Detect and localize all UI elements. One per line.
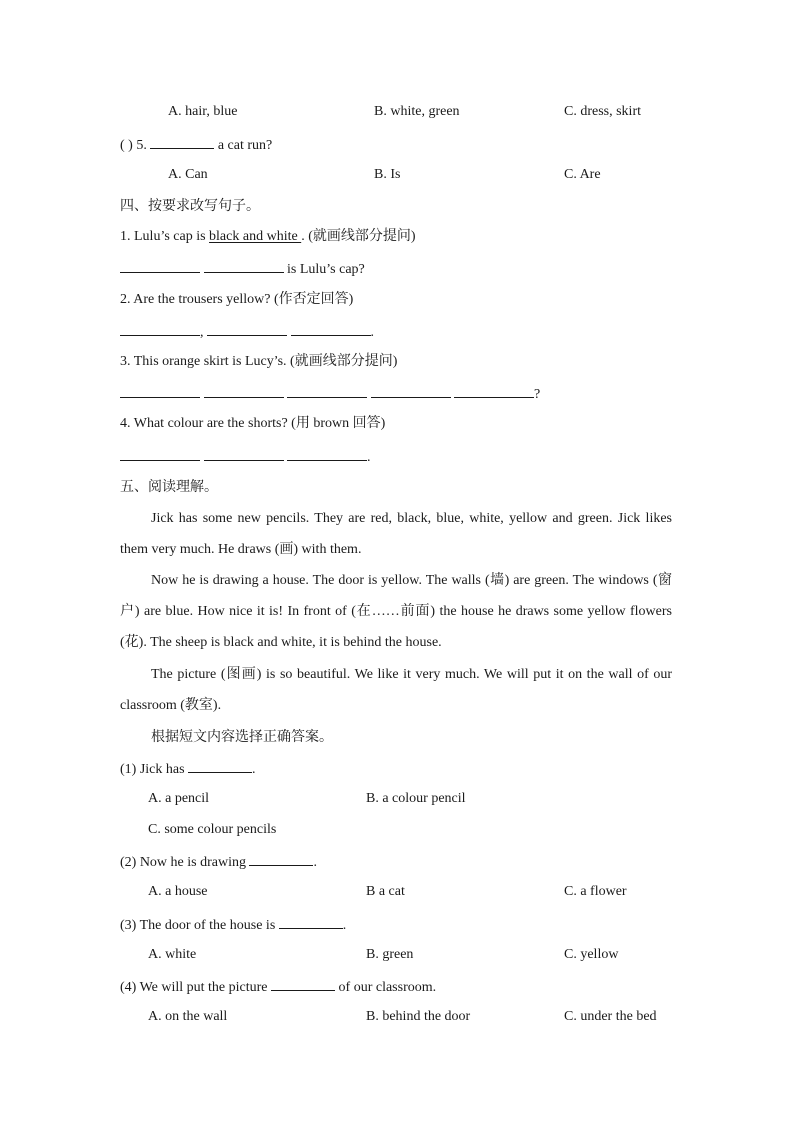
s4-sentence-1 <box>120 227 416 247</box>
q1-option-a: A. a pencil <box>148 791 210 806</box>
q4-reading-option-a: A. on the wall <box>148 1009 228 1024</box>
answer-blank[interactable] <box>120 383 200 398</box>
q5-option-b: B. Is <box>374 167 401 182</box>
q5-blank[interactable] <box>150 134 214 149</box>
answer-blank[interactable] <box>207 321 287 336</box>
q4-reading-option-c: C. under the bed <box>564 1009 657 1024</box>
period: . <box>370 325 374 340</box>
s1-pre: 1. Lulu’s cap is <box>120 229 210 244</box>
q5-text: a cat run? <box>214 138 273 153</box>
q4-option-b: B. white, green <box>374 104 460 119</box>
q3-option-b: B. green <box>366 947 414 962</box>
s4-answer-2 <box>120 321 374 343</box>
answer-blank[interactable] <box>291 321 371 336</box>
answer-blank[interactable] <box>120 258 200 273</box>
question-tail: . <box>252 762 256 777</box>
answer-blank[interactable] <box>188 758 252 773</box>
passage-paragraph-3: The picture (图画) is so beautiful. We like it very much. We will put it on the wall of our classroom (教室). <box>120 667 672 713</box>
answer-blank[interactable] <box>271 976 335 991</box>
q3-option-c: C. yellow <box>564 947 619 962</box>
question-tail: . <box>313 855 317 870</box>
answer-blank[interactable] <box>120 446 200 461</box>
s1-answer-tail: is Lulu’s cap? <box>283 262 365 277</box>
q4-option-c: C. dress, skirt <box>564 104 641 119</box>
reading-question-2 <box>120 851 317 873</box>
section4-title: 四、按要求改写句子。 <box>120 198 260 214</box>
answer-blank[interactable] <box>279 914 343 929</box>
question-tail: of our classroom. <box>335 980 437 995</box>
q2-option-a: A. a house <box>148 884 208 899</box>
question-stem: (1) Jick has <box>120 762 189 777</box>
q3-option-a: A. white <box>148 947 197 962</box>
q5-stem <box>120 134 272 156</box>
question-stem: (3) The door of the house is <box>120 918 279 933</box>
q5-number: ( ) 5. <box>120 138 147 153</box>
s4-answer-4 <box>120 446 371 468</box>
answer-blank[interactable] <box>287 446 367 461</box>
s4-sentence-4: 4. What colour are the shorts? (用 brown 回答) <box>120 416 386 431</box>
q5-option-c: C. Are <box>564 167 601 182</box>
answer-blank[interactable] <box>371 383 451 398</box>
answer-blank[interactable] <box>287 383 367 398</box>
answer-blank[interactable] <box>249 851 313 866</box>
question-mark: ? <box>534 387 541 402</box>
answer-blank[interactable] <box>204 383 284 398</box>
q2-option-c: C. a flower <box>564 884 627 899</box>
answer-blank[interactable] <box>204 446 284 461</box>
answer-blank[interactable] <box>204 258 284 273</box>
reading-question-4 <box>120 976 436 998</box>
reading-instruction: 根据短文内容选择正确答案。 <box>151 729 333 745</box>
s4-answer-3 <box>120 383 540 405</box>
reading-question-3 <box>120 914 346 936</box>
s1-underlined: black and white <box>209 229 302 244</box>
answer-blank[interactable] <box>454 383 534 398</box>
s4-sentence-2: 2. Are the trousers yellow? (作否定回答) <box>120 292 354 307</box>
passage-paragraph-1: Jick has some new pencils. They are red, black, blue, white, yellow and green. Jick likes them very much. He draws (画) with them. <box>120 511 672 557</box>
period: . <box>367 450 371 465</box>
q4-option-a: A. hair, blue <box>168 104 238 119</box>
q4-reading-option-b: B. behind the door <box>366 1009 471 1024</box>
question-tail: . <box>342 918 347 933</box>
q1-option-c: C. some colour pencils <box>148 822 277 837</box>
answer-blank[interactable] <box>120 321 200 336</box>
reading-question-1 <box>120 758 256 780</box>
passage-paragraph-2: Now he is drawing a house. The door is yellow. The walls (墙) are green. The windows (窗户) are blue. How nice it is! In front of (在……前面) the house he draws some yellow flowers (花). The sheep is black and white, it is behind the house. <box>120 573 672 650</box>
section5-title: 五、阅读理解。 <box>120 479 218 495</box>
question-stem: (2) Now he is drawing <box>120 855 250 870</box>
s1-post: . (就画线部分提问) <box>301 229 416 244</box>
q5-option-a: A. Can <box>168 167 208 182</box>
s4-sentence-3: 3. This orange skirt is Lucy’s. (就画线部分提问) <box>120 354 398 369</box>
q1-option-b: B. a colour pencil <box>366 791 466 806</box>
s4-answer-1 <box>120 258 365 280</box>
comma: , <box>200 325 204 340</box>
question-stem: (4) We will put the picture <box>120 980 272 995</box>
q2-option-b: B a cat <box>366 884 405 899</box>
